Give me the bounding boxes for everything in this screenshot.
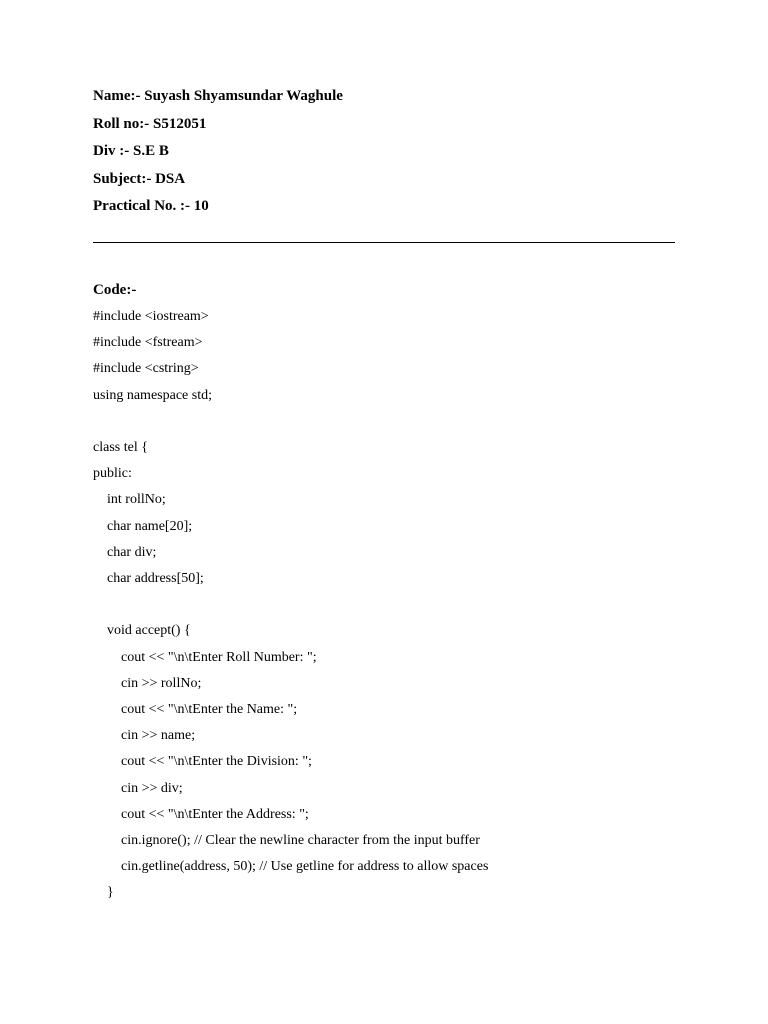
code-line: class tel { [93, 440, 148, 455]
code-line: cin >> div; [121, 780, 183, 796]
student-name: Name:- Suyash Shyamsundar Waghule [93, 88, 343, 104]
code-line: } [107, 885, 114, 901]
roll-number: Roll no:- S512051 [93, 116, 207, 132]
code-line: cin >> name; [121, 728, 196, 744]
code-line: int rollNo; [107, 492, 166, 508]
code-line: cin.getline(address, 50); // Use getline for address to allow spaces [121, 859, 489, 875]
code-line: #include <fstream> [93, 335, 203, 351]
code-line: cout << "\n\tEnter Roll Number: "; [121, 649, 317, 665]
code-line: char name[20]; [107, 518, 193, 534]
code-line: void accept() { [107, 623, 191, 639]
code-line: cin >> rollNo; [121, 675, 202, 691]
code-line: public: [93, 466, 132, 482]
code-line: using namespace std; [93, 387, 212, 403]
code-line: #include <cstring> [93, 361, 199, 377]
horizontal-divider [93, 242, 675, 243]
division: Div :- S.E B [93, 143, 169, 159]
practical-number: Practical No. :- 10 [93, 198, 209, 214]
code-line: cout << "\n\tEnter the Division: "; [121, 754, 312, 770]
subject: Subject:- DSA [93, 171, 186, 187]
code-line: char div; [107, 544, 157, 560]
code-line: cout << "\n\tEnter the Address: "; [121, 806, 309, 822]
code-heading: Code:- [93, 282, 137, 298]
code-line: cout << "\n\tEnter the Name: "; [121, 702, 298, 717]
code-line: char address[50]; [107, 571, 204, 586]
code-line: #include <iostream> [93, 309, 209, 324]
code-line: cin.ignore(); // Clear the newline character from the input buffer [121, 833, 480, 848]
